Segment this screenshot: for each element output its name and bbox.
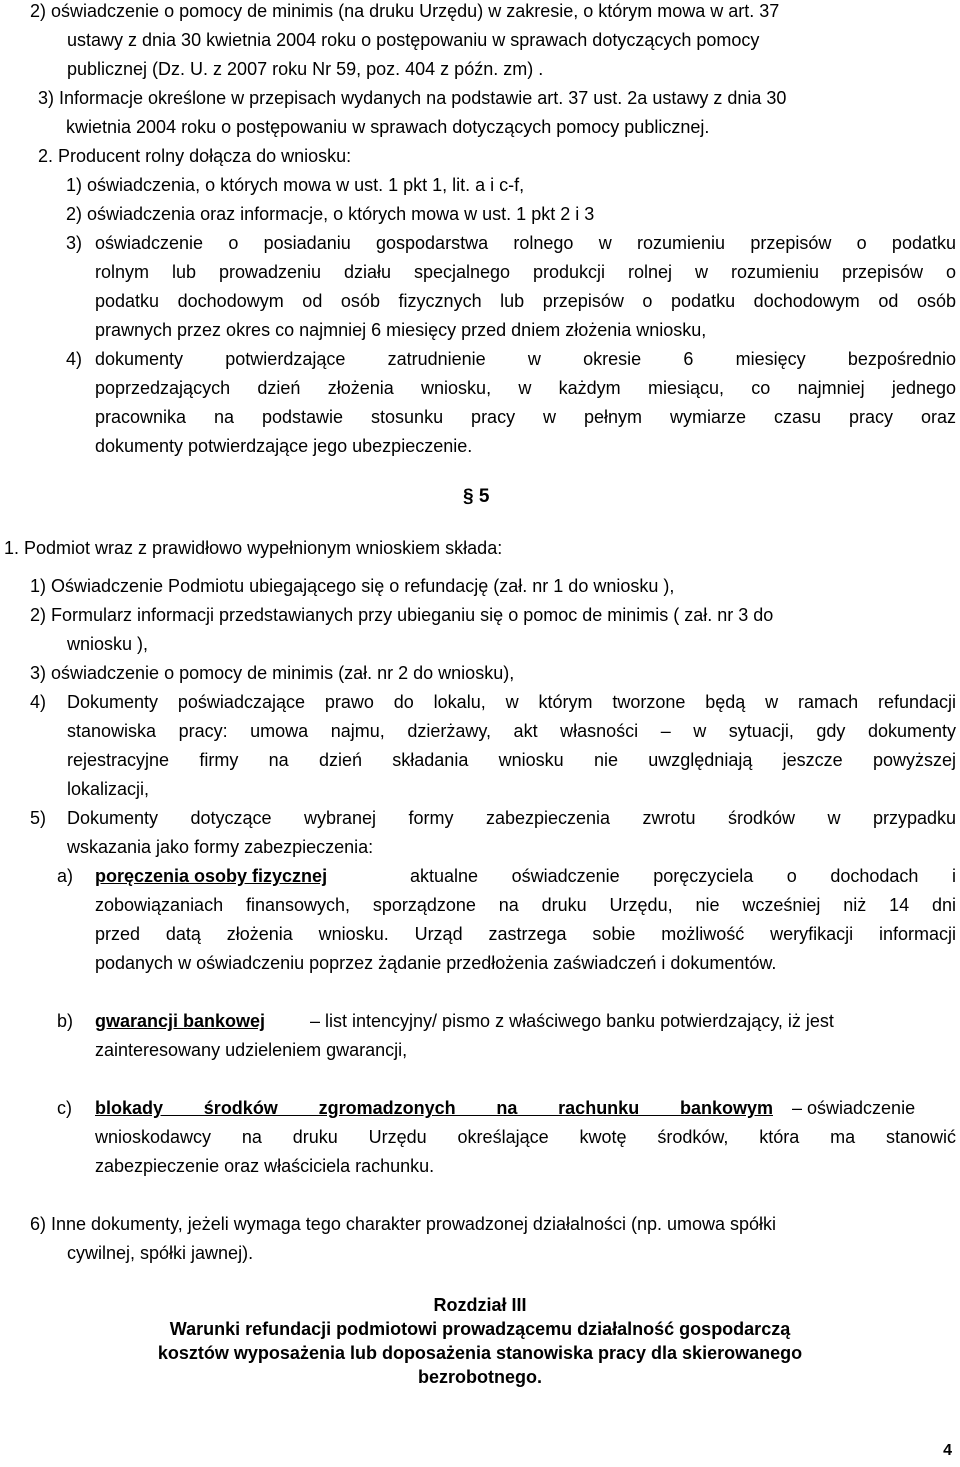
text-line: – oświadczenie bbox=[792, 1098, 916, 1118]
list-number: 5) bbox=[30, 808, 47, 828]
list-letter: a) bbox=[57, 866, 74, 886]
text-line: 2) oświadczenia oraz informacje, o których mowa w ust. 1 pkt 2 i 3 bbox=[66, 204, 595, 224]
text-line: 6) Inne dokumenty, jeżeli wymaga tego charakter prowadzonej działalności (np. umowa spółki bbox=[30, 1214, 777, 1234]
section-heading: § 5 bbox=[463, 486, 490, 507]
text-line: publicznej (Dz. U. z 2007 roku Nr 59, poz. 404 z późn. zm) . bbox=[67, 59, 544, 79]
list-letter: b) bbox=[57, 1011, 74, 1031]
list-letter: c) bbox=[57, 1098, 72, 1118]
chapter-heading: bezrobotnego. bbox=[418, 1367, 542, 1387]
text-line: stanowiska pracy: umowa najmu, dzierżawy, akt własności – w sytuacji, gdy dokumenty bbox=[67, 721, 956, 741]
text-line: oświadczenie o posiadaniu gospodarstwa rolnego w rozumieniu przepisów o podatku bbox=[95, 233, 956, 253]
text-line: zabezpieczenie oraz właściciela rachunku. bbox=[95, 1156, 435, 1176]
text-line: poprzedzających dzień złożenia wniosku, w każdym miesiącu, co najmniej jednego bbox=[95, 378, 956, 398]
text-line: 2. Producent rolny dołącza do wniosku: bbox=[38, 146, 352, 166]
text-line: Dokumenty dotyczące wybranej formy zabezpieczenia zwrotu środków w przypadku bbox=[67, 808, 956, 828]
text-line: dokumenty potwierdzające jego ubezpieczenie. bbox=[95, 436, 473, 456]
chapter-title: Rozdział III bbox=[433, 1295, 527, 1315]
term-bold: poręczenia osoby fizycznej bbox=[95, 866, 328, 886]
text-line: aktualne oświadczenie poręczyciela o dochodach i bbox=[410, 866, 956, 886]
text-line: 1. Podmiot wraz z prawidłowo wypełnionym wnioskiem składa: bbox=[4, 538, 503, 558]
text-line: 1) oświadczenia, o których mowa w ust. 1 pkt 1, lit. a i c-f, bbox=[66, 175, 525, 195]
text-line: kwietnia 2004 roku o postępowaniu w sprawach dotyczących pomocy publicznej. bbox=[66, 117, 710, 137]
text-line: przed datą złożenia wniosku. Urząd zastrzega sobie możliwość weryfikacji informacji bbox=[95, 924, 956, 944]
text-line: prawnych przez okres co najmniej 6 miesięcy przed dniem złożenia wniosku, bbox=[95, 320, 707, 340]
text-line: 2) Formularz informacji przedstawianych przy ubieganiu się o pomoc de minimis ( zał. nr 3 do bbox=[30, 605, 774, 625]
text-line: 3) oświadczenie o pomocy de minimis (zał. nr 2 do wniosku), bbox=[30, 663, 515, 683]
text-line: wskazania jako formy zabezpieczenia: bbox=[67, 837, 374, 857]
text-line: zobowiązaniach finansowych, sporządzone na druku Urzędu, nie wcześniej niż 14 dni bbox=[95, 895, 956, 915]
text-line: ustawy z dnia 30 kwietnia 2004 roku o postępowaniu w sprawach dotyczących pomocy bbox=[67, 30, 760, 50]
text-line: 1) Oświadczenie Podmiotu ubiegającego się o refundację (zał. nr 1 do wniosku ), bbox=[30, 576, 675, 596]
text-line: 2) oświadczenie o pomocy de minimis (na druku Urzędu) w zakresie, o którym mowa w art. 37 bbox=[30, 1, 780, 21]
text-line: dokumenty potwierdzające zatrudnienie w okresie 6 miesięcy bezpośrednio bbox=[95, 349, 956, 369]
text-line: Dokumenty poświadczające prawo do lokalu, w którym tworzone będą w ramach refundacji bbox=[67, 692, 956, 712]
text-line: rolnym lub prowadzeniu działu specjalnego produkcji rolnej w rozumieniu przepisów o bbox=[95, 262, 956, 282]
text-line: wnioskodawcy na druku Urzędu określające kwotę środków, która ma stanowić bbox=[95, 1127, 956, 1147]
text-line: wniosku ), bbox=[67, 634, 149, 654]
text-line: 3) Informacje określone w przepisach wydanych na podstawie art. 37 ust. 2a ustawy z dnia 30 bbox=[38, 88, 787, 108]
term-bold: gwarancji bankowej bbox=[95, 1011, 266, 1031]
chapter-heading: kosztów wyposażenia lub doposażenia stanowiska pracy dla skierowanego bbox=[157, 1343, 803, 1363]
text-line: podanych w oświadczeniu poprzez żądanie przedłożenia zaświadczeń i dokumentów. bbox=[95, 953, 777, 973]
text-line: podatku dochodowym od osób fizycznych lub przepisów o podatku dochodowym od osób bbox=[95, 291, 956, 311]
text-line: cywilnej, spółki jawnej). bbox=[67, 1243, 254, 1263]
text-line: pracownika na podstawie stosunku pracy w pełnym wymiarze czasu pracy oraz bbox=[95, 407, 956, 427]
text-line: rejestracyjne firmy na dzień składania wniosku nie uwzględniają jeszcze powyższej bbox=[67, 750, 956, 770]
text-line: lokalizacji, bbox=[67, 779, 150, 799]
chapter-heading: Warunki refundacji podmiotowi prowadzącemu działalność gospodarczą bbox=[169, 1319, 791, 1339]
list-number: 4) bbox=[30, 692, 47, 712]
list-number: 3) bbox=[66, 233, 83, 253]
list-number: 4) bbox=[66, 349, 83, 369]
term-bold: blokady środków zgromadzonych na rachunku bankowym bbox=[95, 1098, 773, 1118]
text-line: zainteresowany udzieleniem gwarancji, bbox=[95, 1040, 408, 1060]
page-number: 4 bbox=[943, 1442, 952, 1459]
text-line: – list intencyjny/ pismo z właściwego banku potwierdzający, iż jest bbox=[310, 1011, 834, 1031]
